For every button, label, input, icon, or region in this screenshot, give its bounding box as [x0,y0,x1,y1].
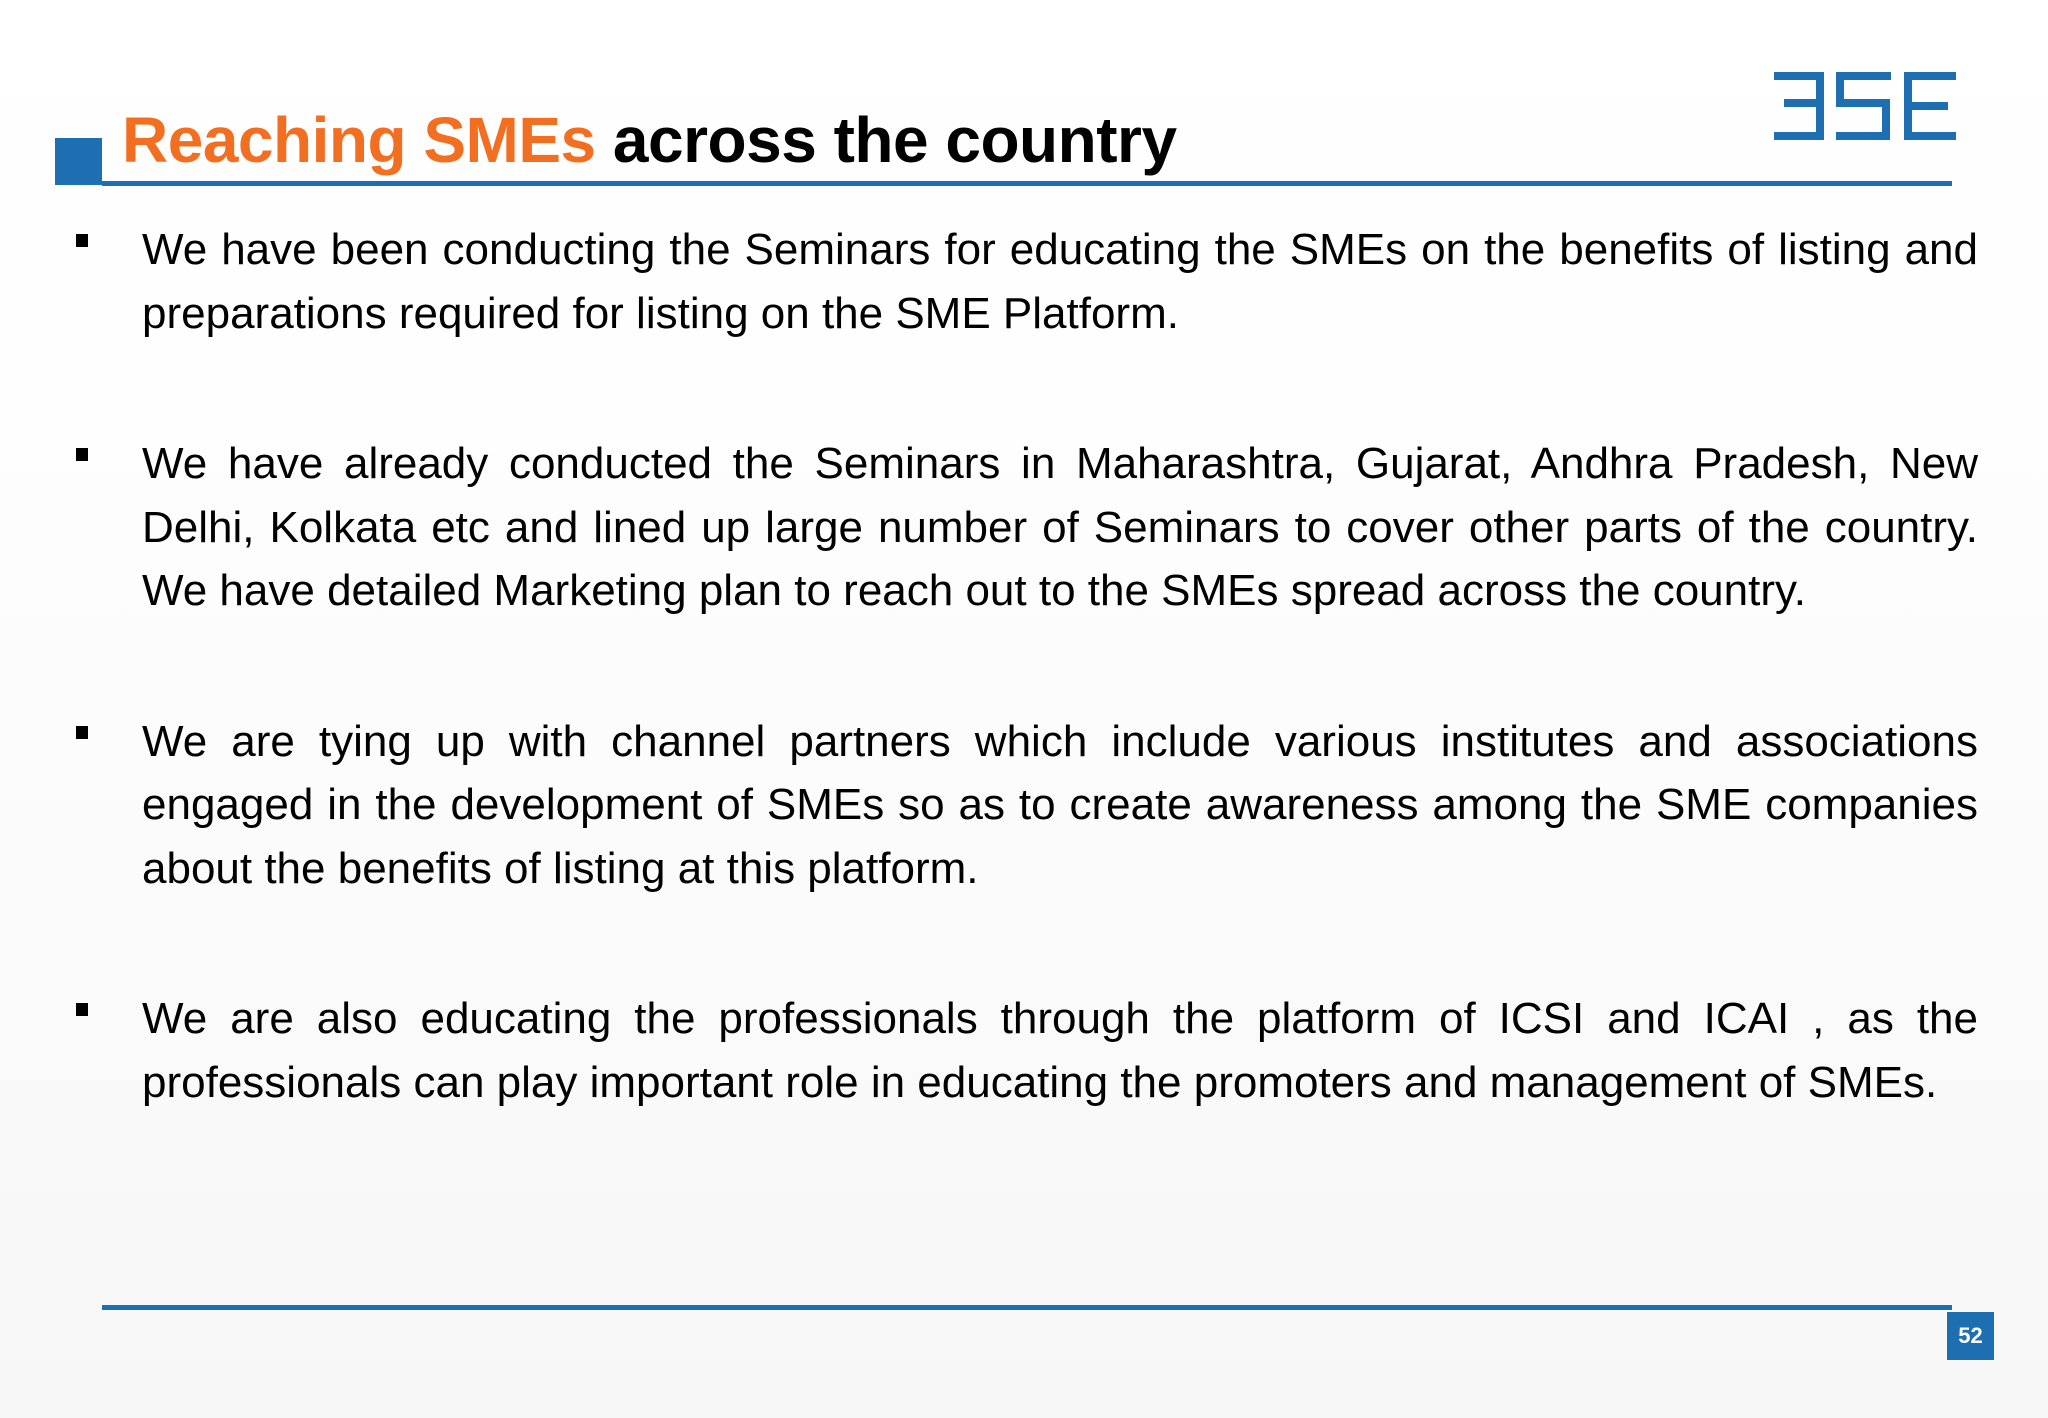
page-number: 52 [1947,1312,1994,1360]
square-bullet-icon [76,726,88,739]
bullet-text: We are tying up with channel partners which include various institutes and associations engaged in the development of SMEs so as to create awareness among the SME companies about the benefits of listing at this platform. [142,716,1978,893]
list-item [70,710,1978,901]
square-bullet-icon [76,1003,88,1016]
title-divider [102,181,1952,186]
list-item [70,987,1978,1114]
footer-divider [102,1305,1952,1310]
list-item [70,218,1978,345]
bse-logo [1770,70,1960,142]
square-bullet-icon [76,234,88,247]
title-marker [55,138,102,185]
bullet-text: We are also educating the professionals through the platform of ICSI and ICAI , as the professionals can play important role in educating the promoters and management of SMEs. [142,994,1978,1107]
square-bullet-icon [76,448,88,461]
bullet-text: We have already conducted the Seminars in Maharashtra, Gujarat, Andhra Pradesh, New Delhi, Kolkata etc and lined up large number of Seminars to cover other parts of the country. We have detailed Marketing plan to reach out to the SMEs spread across the country. [142,439,1978,615]
slide-title [122,100,1177,180]
bullet-list [70,218,1978,1114]
list-item [70,432,1978,623]
title-rest: across the country [595,104,1177,176]
title-highlight: Reaching SMEs [122,104,596,176]
bullet-text: We have been conducting the Seminars for educating the SMEs on the benefits of listing and preparations required for listing on the SME Platform. [142,225,1978,338]
